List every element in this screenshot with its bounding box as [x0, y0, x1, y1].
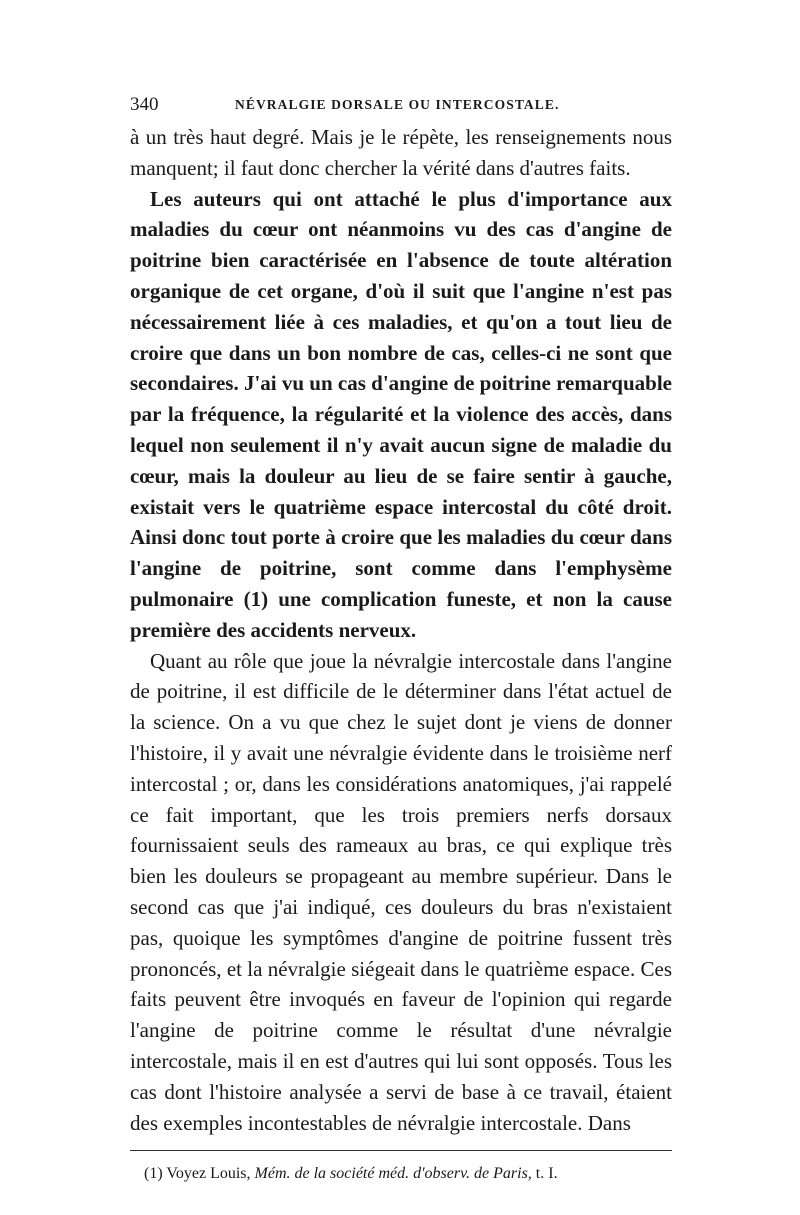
- paragraph-continued: à un très haut degré. Mais je le répète, les renseignements nous manquent; il faut donc chercher la vérité dans d'autres faits.: [130, 125, 672, 180]
- body-text: [130, 122, 672, 1138]
- paragraph-nevralgie-role: Quant au rôle que joue la névralgie intercostale dans l'angine de poitrine, il est difficile de le déterminer dans l'état actuel de la science. On a vu que chez le sujet dont je viens de donner l'histoire, il y avait une névralgie évidente dans le troisième nerf intercostal ; or, dans les considérations anatomiques, j'ai rappelé ce fait important, que les trois premiers nerfs dorsaux fournissaient seuls des rameaux au bras, ce qui explique très bien les douleurs se propageant au membre supérieur. Dans le second cas que j'ai indiqué, ces douleurs du bras n'existaient pas, quoique les symptômes d'angine de poitrine fussent très prononcés, et la névralgie siégeait dans le quatrième espace. Ces faits peuvent être invoqués en faveur de l'opinion qui regarde l'angine de poitrine comme le résultat d'une névralgie intercostale, mais il en est d'autres qui lui sont opposés. Tous les cas dont l'histoire analysée a servi de base à ce travail, étaient des exemples incontestables de névralgie intercostale. Dans: [130, 648, 672, 1135]
- footnote-suffix: t. I.: [535, 1165, 558, 1183]
- book-page: [130, 92, 672, 1185]
- running-head: [130, 92, 672, 118]
- running-title: NÉVRALGIE DORSALE OU INTERCOSTALE.: [235, 97, 560, 112]
- footnote-prefix: (1) Voyez Louis,: [144, 1165, 251, 1183]
- footnote: [130, 1163, 672, 1185]
- page-number: 340: [130, 94, 159, 115]
- footnote-title: Mém. de la société méd. d'observ. de Paris,: [254, 1165, 532, 1183]
- paragraph-angine-cases: Les auteurs qui ont attaché le plus d'importance aux maladies du cœur ont néanmoins vu des cas d'angine de poitrine bien caractérisée en l'absence de toute altération organique de cet organe, d'où il suit que l'angine n'est pas nécessairement liée à ces maladies, et qu'on a tout lieu de croire que dans un bon nombre de cas, celles-ci ne sont que secondaires. J'ai vu un cas d'angine de poitrine remarquable par la fréquence, la régularité et la violence des accès, dans lequel non seulement il n'y avait aucun signe de maladie du cœur, mais la douleur au lieu de se faire sentir à gauche, existait vers le quatrième espace intercostal du côté droit. Ainsi donc tout porte à croire que les maladies du cœur dans l'angine de poitrine, sont comme dans l'emphysème pulmonaire (1) une complication funeste, et non la cause première des accidents nerveux.: [130, 186, 672, 642]
- footnote-divider: [130, 1150, 672, 1151]
